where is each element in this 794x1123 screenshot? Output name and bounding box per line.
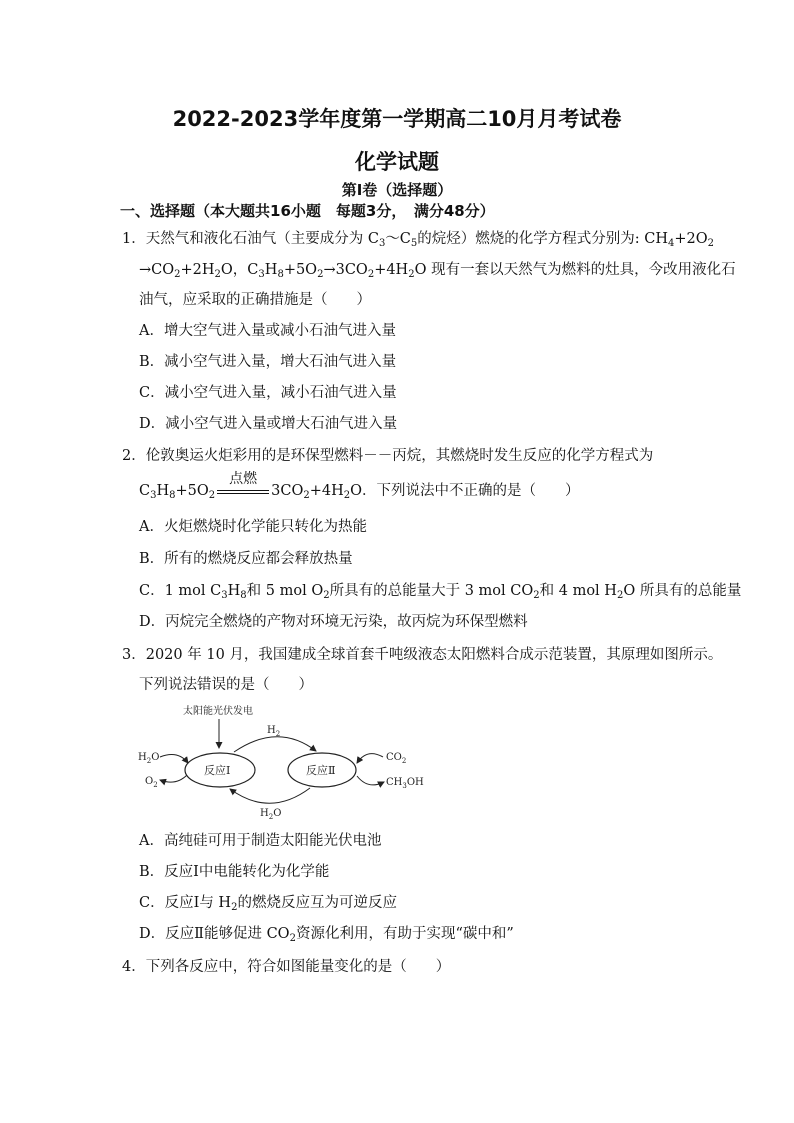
part-title: 第Ⅰ卷（选择题） <box>341 181 453 199</box>
q2-option-a[interactable]: A．火炬燃烧时化学能只转化为热能 <box>139 519 367 535</box>
q1-option-d[interactable]: D．减小空气进入量或增大石油气进入量 <box>139 416 398 432</box>
reactor-1-label: 反应Ⅰ <box>204 764 231 777</box>
q3-option-d[interactable]: D．反应Ⅱ能够促进 $CO_2$资源化利用，有助于实现“碳中和” <box>139 926 514 944</box>
o2-output-arrow <box>160 775 187 782</box>
q1-option-a[interactable]: A．增大空气进入量或减小石油气进入量 <box>139 323 396 339</box>
subject-title: 化学试题 <box>355 150 439 174</box>
reactor-2-label: 反应Ⅱ <box>306 764 336 777</box>
q3-option-a[interactable]: A．高纯硅可用于制造太阳能光伏电池 <box>139 833 382 849</box>
reaction-condition-arrow: 点燃 <box>215 481 271 501</box>
q1-option-b[interactable]: B．减小空气进入量，增大石油气进入量 <box>139 354 397 370</box>
q2-option-d[interactable]: D．丙烷完全燃烧的产物对环境无污染，故丙烷为环保型燃料 <box>139 614 528 630</box>
q3-line1: 3．2020 年 10 月，我国建成全球首套千吨级液态太阳燃料合成示范装置，其原理如图所示。 <box>122 647 723 663</box>
h2o-left-label: $H_2O$ <box>138 752 160 765</box>
q1-line1: 1．天然气和液化石油气（主要成分为 $C_3\sim C_5$的烷烃）燃烧的化学方程式分别为: $CH_4+2O_2$ <box>122 231 715 249</box>
q1-line2: $\to CO_2+2H_2O$，$C_3H_8+5O_2\to 3CO_2+4H_2O$ 现有一套以天然气为燃料的灶具，今改用液化石 <box>139 262 736 280</box>
h2o-bottom-label: $H_2O$ <box>260 808 282 821</box>
q3-option-c[interactable]: C．反应Ⅰ与 $H_2$的燃烧反应互为可逆反应 <box>139 895 397 913</box>
q2-equation-line: $C_3H_8+5O_2$ 点燃 $3CO_2+4H_2O$．下列说法中不正确的是（ ） <box>139 471 580 501</box>
h2-top-label: $H_2$ <box>267 725 281 738</box>
exam-title: 2022-2023学年度第一学期高二10月月考试卷 <box>172 107 622 131</box>
q3-option-b[interactable]: B．反应Ⅰ中电能转化为化学能 <box>139 864 330 880</box>
h2-arrow <box>234 737 316 752</box>
q3-line2: 下列说法错误的是（ ） <box>139 677 313 693</box>
ch3oh-output-arrow <box>357 776 384 785</box>
h2o-return-arrow <box>230 788 310 803</box>
q4-line1: 4．下列各反应中，符合如图能量变化的是（ ） <box>122 959 451 975</box>
o2-left-label: $O_2$ <box>145 776 158 789</box>
q2-option-b[interactable]: B．所有的燃烧反应都会释放热量 <box>139 551 353 567</box>
ch3oh-right-label: $CH_3OH$ <box>386 777 424 790</box>
h2o-input-arrow <box>160 755 188 763</box>
section-heading: 一、选择题（本大题共16小题 每题3分， 满分48分） <box>120 202 495 220</box>
co2-input-arrow <box>357 754 383 763</box>
q1-line3: 油气，应采取的正确措施是（ ） <box>139 292 371 308</box>
q2-line1: 2．伦敦奥运火炬彩用的是环保型燃料－－丙烷，其燃烧时发生反应的化学方程式为 <box>122 448 654 464</box>
solar-power-label: 太阳能光伏发电 <box>183 706 253 717</box>
q1-option-c[interactable]: C．减小空气进入量，减小石油气进入量 <box>139 385 397 401</box>
reaction-diagram <box>130 700 430 825</box>
q2-option-c[interactable]: C．1 mol $C_3H_8$和 5 mol $O_2$所具有的总能量大于 3 mol $CO_2$和 4 mol $H_2O$ 所具有的总能量 <box>139 583 742 601</box>
co2-right-label: $CO_2$ <box>386 752 407 765</box>
